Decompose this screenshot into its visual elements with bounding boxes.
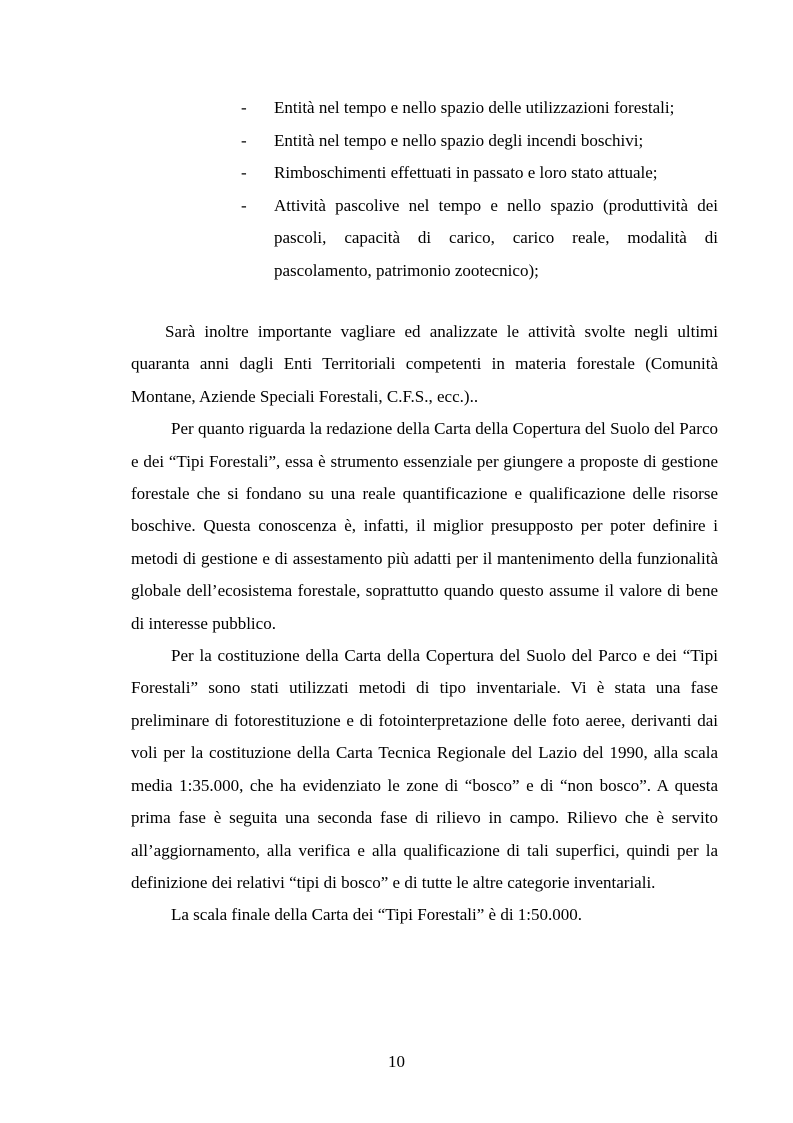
list-item-text: Entità nel tempo e nello spazio delle utilizzazioni forestali; bbox=[274, 98, 675, 117]
list-item bbox=[238, 190, 718, 288]
bullet-list bbox=[238, 92, 718, 287]
paragraph-map-scale: La scala finale della Carta dei “Tipi Forestali” è di 1:50.000. bbox=[171, 905, 583, 925]
paragraph-review-activities: Sarà inoltre importante vagliare ed analizzate le attività svolte negli ultimi quaranta anni dagli Enti Territoriali competenti in materia forestale (Comunità Montane, Aziende Speciali Forestali, C.F.S., ecc.).. bbox=[131, 322, 718, 406]
bullet-dash: - bbox=[241, 130, 247, 150]
paragraph-map-methods: Per la costituzione della Carta della Copertura del Suolo del Parco e dei “Tipi Forestali” sono stati utilizzati metodi di tipo inventariale. Vi è stata una fase preliminare di fotorestituzione e di fotointerpretazione delle foto aeree, derivanti dai voli per la costituzione della Carta Tecnica Regionale del Lazio del 1990, alla scala media 1:35.000, che ha evidenziato le zone di “bosco” e di “non bosco”. A questa prima fase è seguita una seconda fase di rilievo in campo. Rilievo che è servito all’aggiornamento, alla verifica e alla qualificazione di tali superfici, quindi per la definizione dei relativi “tipi di bosco” e di tutte le altre categorie inventariali. bbox=[131, 646, 718, 892]
bullet-dash: - bbox=[241, 195, 247, 215]
body-text bbox=[131, 316, 718, 932]
list-item bbox=[238, 125, 718, 158]
list-item-text: Rimboschimenti effettuati in passato e loro stato attuale; bbox=[274, 163, 658, 182]
list-item bbox=[238, 92, 718, 125]
list-item bbox=[238, 157, 718, 190]
bullet-dash: - bbox=[241, 163, 247, 182]
paragraph-map-purpose: Per quanto riguarda la redazione della Carta della Copertura del Suolo del Parco e dei “Tipi Forestali”, essa è strumento essenziale per giungere a proposte di gestione forestale che si fondano su una reale quantificazione e qualificazione delle risorse boschive. Questa conoscenza è, infatti, il miglior presupposto per poter definire i metodi di gestione e di assestamento più adatti per il mantenimento della funzionalità globale dell’ecosistema forestale, soprattutto quando questo assume il valore di bene di interesse pubblico. bbox=[131, 419, 718, 633]
list-item-text: Entità nel tempo e nello spazio degli incendi boschivi; bbox=[274, 130, 644, 150]
list-item-text: Attività pascolive nel tempo e nello spazio (produttività dei pascoli, capacità di carico, carico reale, modalità di pascolamento, patrimonio zootecnico); bbox=[274, 195, 718, 280]
page-number: 10 bbox=[388, 1052, 405, 1071]
bullet-dash: - bbox=[241, 98, 247, 117]
